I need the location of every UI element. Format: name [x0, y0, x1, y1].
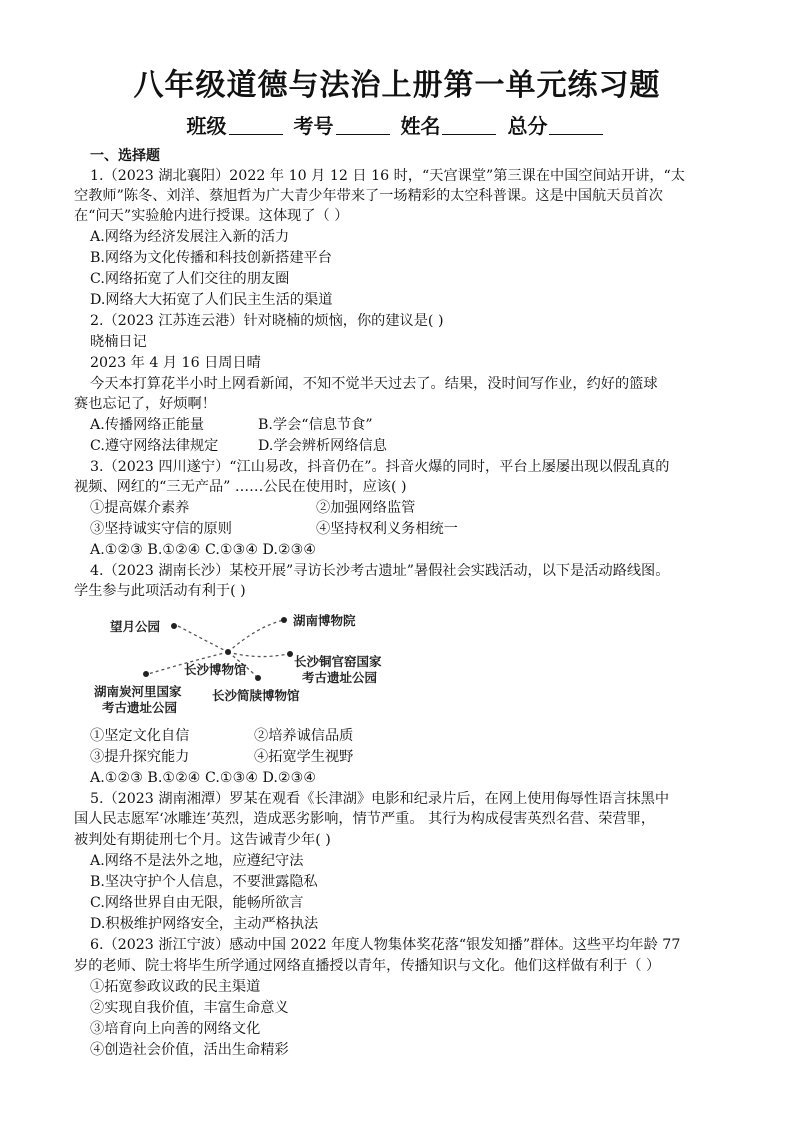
class-label: 班级 [186, 114, 227, 138]
marker-jiandu [255, 675, 261, 681]
q6-item-3: ③培育向上向善的网络文化 [90, 1021, 261, 1037]
q2-diary-date: 2023 年 4 月 16 日周日晴 [90, 355, 261, 371]
label-hunan-museum: 湖南博物院 [293, 613, 356, 628]
q1-option-a[interactable]: A.网络为经济发展注入新的活力 [90, 229, 290, 245]
name-blank[interactable] [442, 134, 496, 135]
marker-tanhe [143, 671, 149, 677]
marker-wangyue [171, 623, 177, 629]
marker-hunan-museum [281, 617, 287, 623]
q1-stem-line2: 空教师”陈冬、刘洋、蔡旭哲为广大青少年带来了一场精彩的太空科普课。这是中国航天员首次 [74, 188, 663, 204]
q1-option-c[interactable]: C.网络拓宽了人们交往的朋友圈 [90, 271, 290, 287]
q3-item-4: ④坚持权利义务相统一 [316, 521, 458, 537]
q4-item-2: ②培养诚信品质 [254, 728, 354, 744]
section-heading: 一、选择题 [90, 148, 160, 164]
q2-option-c[interactable]: C.遵守网络法律规定 [90, 438, 219, 454]
q1-stem-line3: 在“问天”实验舱内进行授课。这体现了（ ） [74, 208, 349, 224]
q4-item-3: ③提升探究能力 [90, 749, 190, 765]
q2-diary-title: 晓楠日记 [90, 334, 147, 350]
q3-item-1: ①提高媒介素养 [90, 500, 190, 516]
q5-stem-line2: 国人民志愿军‘冰雕连’英烈，造成恶劣影响，情节严重。 其行为构成侵害英烈名营、荣营罪， [74, 811, 656, 827]
number-blank[interactable] [336, 134, 390, 135]
q1-option-d[interactable]: D.网络大大拓宽了人们民主生活的渠道 [90, 292, 333, 308]
q6-stem-line1: 6.（2023 浙江宁波）感动中国 2022 年度人物集体奖花落“银发知播”群体。这些平均年龄 77 [90, 937, 681, 953]
q6-item-1: ①拓宽参政议政的民主渠道 [90, 979, 261, 995]
marker-tongguan [287, 651, 293, 657]
page-title: 八年级道德与法治上册第一单元练习题 [133, 68, 661, 103]
route-hunan-museum [228, 620, 284, 652]
route-wangyue [178, 626, 228, 652]
label-tongguan-line2: 考古遗址公园 [302, 670, 378, 685]
q2-option-a[interactable]: A.传播网络正能量 [90, 417, 205, 433]
name-label: 姓名 [400, 114, 441, 138]
q4-stem-line1: 4.（2023 湖南长沙）某校开展”寻访长沙考古遗址”暑假社会实践活动，以下是活动路线图。 [90, 563, 670, 579]
q4-choices[interactable]: A.①②③ B.①②④ C.①③④ D.②③④ [90, 770, 317, 786]
q3-choices[interactable]: A.①②③ B.①②④ C.①③④ D.②③④ [90, 542, 317, 558]
q5-option-a[interactable]: A.网络不是法外之地，应遵纪守法 [90, 853, 304, 869]
q6-item-2: ②实现自我价值，丰富生命意义 [90, 1000, 289, 1016]
q4-item-4: ④拓宽学生视野 [254, 749, 354, 765]
label-changsha-museum: 长沙博物馆 [184, 662, 247, 677]
score-blank[interactable] [549, 134, 603, 135]
q5-option-d[interactable]: D.积极维护网络安全，主动严格执法 [90, 916, 319, 932]
q5-option-c[interactable]: C.网络世界自由无限，能畅所欲言 [90, 895, 304, 911]
q5-option-b[interactable]: B.坚决守护个人信息，不要泄露隐私 [90, 874, 318, 890]
q2-option-b[interactable]: B.学会“信息节食” [258, 417, 373, 433]
score-label: 总分 [507, 114, 548, 138]
marker-changsha-museum [225, 649, 231, 655]
q3-stem-line2: 视频、网红的“三无产品” ……公民在使用时，应该( ) [74, 479, 407, 495]
class-blank[interactable] [229, 134, 283, 135]
label-wangyue: 望月公园 [110, 619, 161, 634]
q3-item-3: ③坚持诚实守信的原则 [90, 521, 232, 537]
q6-item-4: ④创造社会价值，活出生命精彩 [90, 1042, 289, 1058]
q4-item-1: ①坚定文化自信 [90, 728, 190, 744]
q2-option-d[interactable]: D.学会辨析网络信息 [258, 438, 387, 454]
q2-diary-line2: 赛也忘记了，好烦啊！ [74, 396, 216, 412]
q4-stem-line2: 学生参与此项活动有利于( ) [74, 583, 246, 599]
number-label: 考号 [293, 114, 334, 138]
q3-stem-line1: 3.（2023 四川遂宁）“江山易改，抖音仍在”。抖音火爆的同时，平台上屡屡出现以假乱真的 [90, 459, 670, 475]
route-map [88, 612, 408, 724]
student-info-line [0, 110, 794, 139]
label-tanhe-line2: 考古遗址公园 [102, 700, 178, 715]
q2-stem: 2.（2023 江苏连云港）针对晓楠的烦恼，你的建议是( ) [90, 313, 444, 329]
q1-option-b[interactable]: B.网络为文化传播和科技创新搭建平台 [90, 250, 332, 266]
q3-item-2: ②加强网络监管 [316, 500, 416, 516]
q5-stem-line1: 5.（2023 湖南湘潭）罗某在观看《长津湖》电影和纪录片后，在网上使用侮辱性语言抹黑中 [90, 791, 670, 807]
route-tongguan [228, 652, 288, 657]
q5-stem-line3: 被判处有期徒刑七个月。这告诫青少年( ) [74, 832, 331, 848]
q1-stem-line1: 1.（2023 湖北襄阳）2022 年 10 月 12 日 16 时，“天宫课堂”第三课在中国空间站开讲，“太 [90, 168, 685, 184]
q6-stem-line2: 岁的老师、院士将毕生所学通过网络直播授以青年，传播知识与文化。他们这样做有利于（ ） [74, 958, 661, 974]
label-tongguan-line1: 长沙铜官窑国家 [294, 654, 382, 669]
label-jiandu: 长沙简牍博物馆 [212, 688, 300, 703]
label-tanhe-line1: 湖南炭河里国家 [94, 684, 182, 699]
q2-diary-line1: 今天本打算花半小时上网看新闻，不知不觉半天过去了。结果，没时间写作业，约好的篮球 [90, 376, 658, 392]
